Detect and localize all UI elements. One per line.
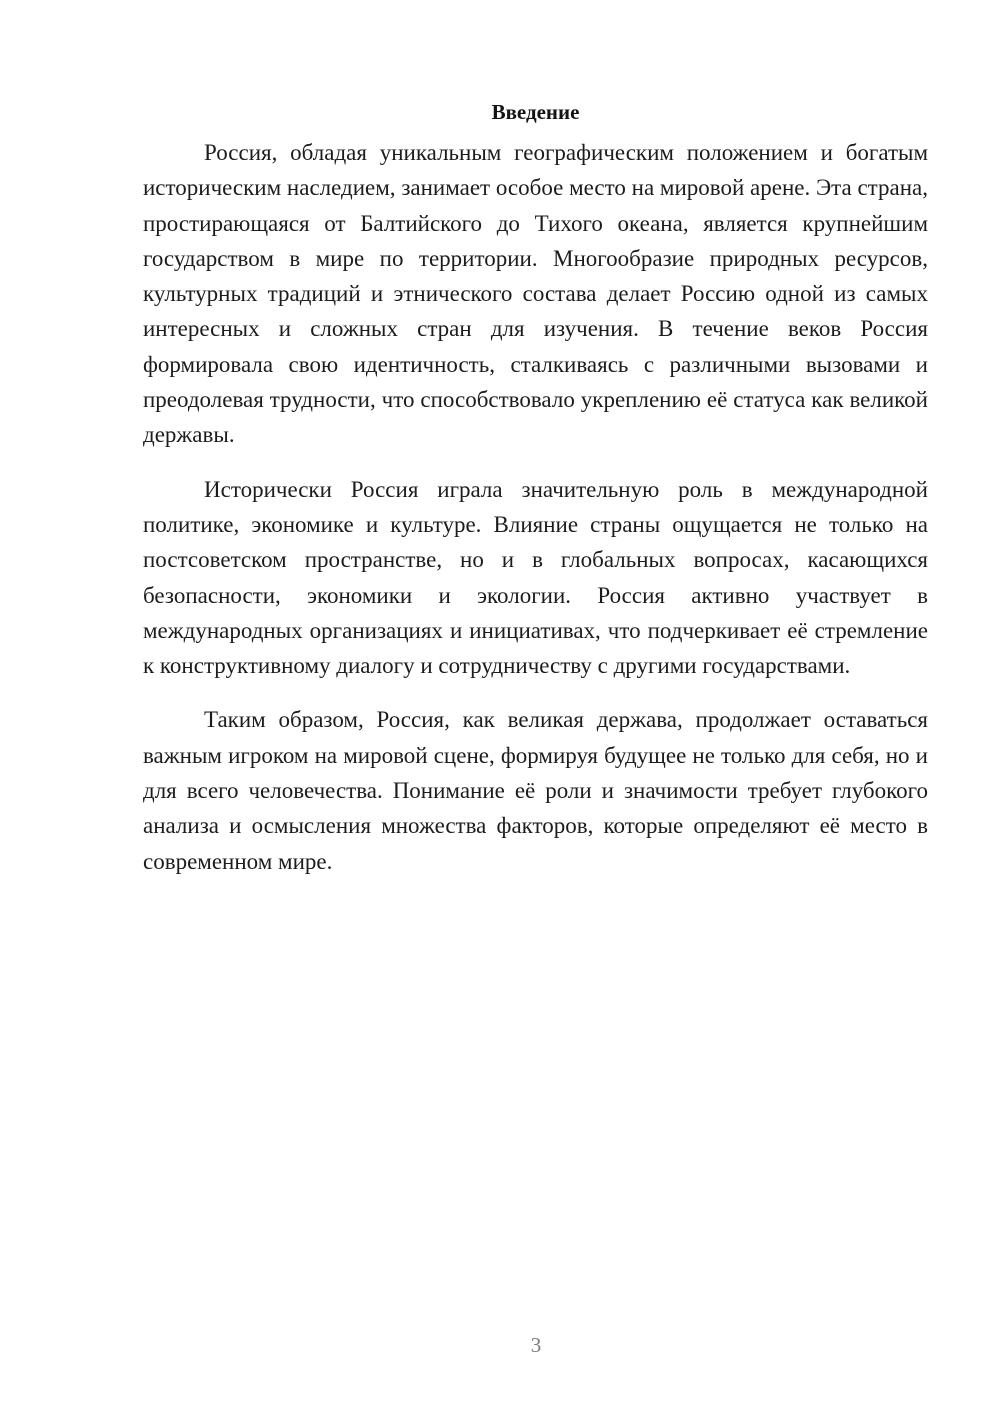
section-title: Введение <box>491 100 580 124</box>
paragraph-2: Исторически Россия играла значительную роль в международной политике, экономике и культуре. Влияние страны ощущается не только на постсоветском пространстве, но и в глобальных вопросах, касающихся безопасности, экономики и экологии. Россия активно участвует в международных организациях и инициативах, что подчеркивает её стремление к конструктивному диалогу и сотрудничеству с другими государствами. <box>143 476 928 679</box>
page-number: 3 <box>530 1333 542 1357</box>
paragraph-1: Россия, обладая уникальным географическим положением и богатым историческим наследием, занимает особое место на мировой арене. Эта страна, простирающаяся от Балтийского до Тихого океана, является крупнейшим государством в мире по территории. Многообразие природных ресурсов, культурных традиций и этнического состава делает Россию одной из самых интересных и сложных стран для изучения. В течение веков Россия формировала свою идентичность, сталкиваясь с различными вызовами и преодолевая трудности, что способствовало укреплению её статуса как великой державы. <box>143 140 928 448</box>
paragraph-3: Таким образом, Россия, как великая держава, продолжает оставаться важным игроком на мировой сцене, формируя будущее не только для себя, но и для всего человечества. Понимание её роли и значимости требует глубокого анализа и осмысления множества факторов, которые определяют её место в современном мире. <box>143 707 928 874</box>
page-content <box>143 97 928 898</box>
